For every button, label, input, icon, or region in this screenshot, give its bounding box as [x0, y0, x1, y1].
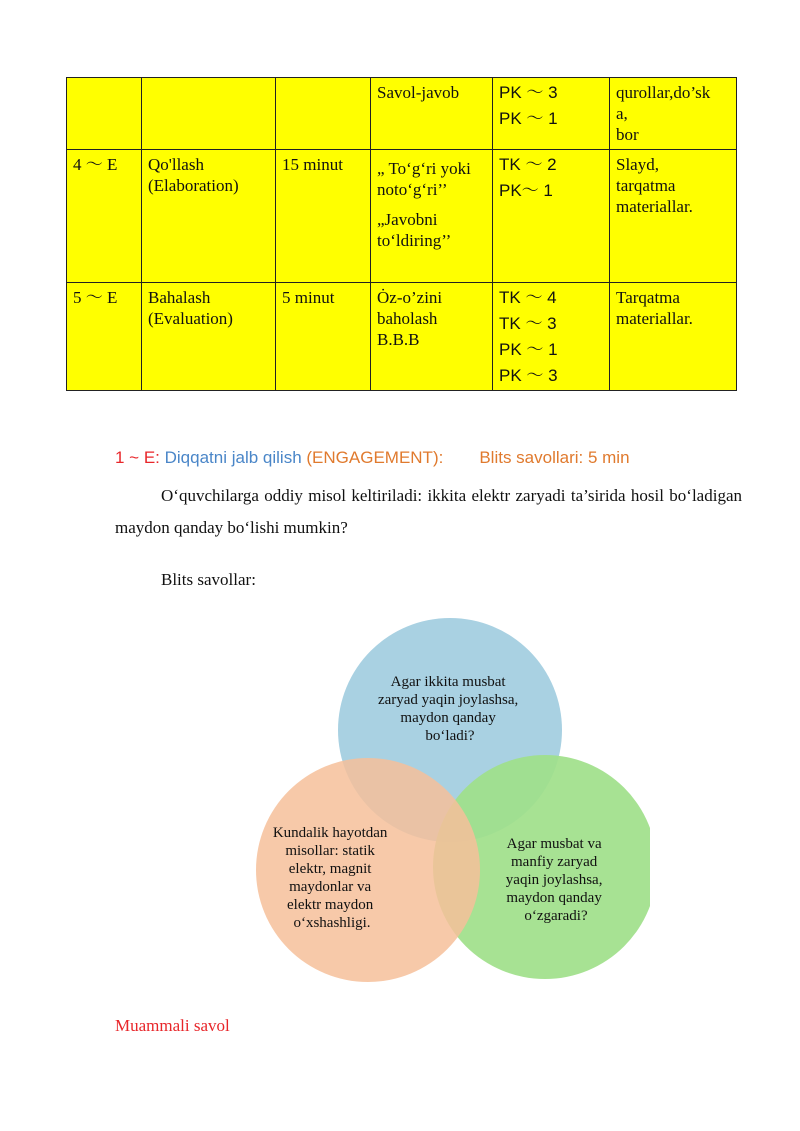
- intro-paragraph: O‘quvchilarga oddiy misol keltiriladi: ikkita elektr zaryadi ta’sirida hosil bo‘ladigan maydon qanday bo‘lishi mumkin?: [115, 486, 742, 537]
- venn-left-line: misollar: statik: [285, 843, 375, 859]
- phase-line: Qo'llash: [148, 155, 204, 174]
- phase-line: (Elaboration): [148, 176, 239, 195]
- competency-item: PK～ 1: [499, 181, 553, 200]
- phase-line: Bahalash: [148, 288, 211, 307]
- venn-diagram: [250, 615, 650, 985]
- resource-line: materiallar.: [616, 309, 693, 328]
- table-row: [67, 283, 737, 391]
- heading-stage: 1 ~ E:: [115, 448, 165, 467]
- venn-left-line: o‘xshashligi.: [293, 915, 371, 931]
- competency-item: PK ～ 3: [499, 83, 558, 102]
- method-text: „ To‘g‘ri yoki noto‘g‘ri’’: [377, 159, 471, 199]
- heading-title: Diqqatni jalb qilish: [164, 448, 302, 467]
- phase-line: (Evaluation): [148, 309, 233, 328]
- resource-line: bor: [616, 125, 639, 144]
- resource-line: qurollar,do’sk: [616, 83, 711, 102]
- competency-item: PK ～ 1: [499, 109, 558, 128]
- venn-left-line: elektr maydon: [287, 897, 374, 913]
- lesson-plan-table: [66, 77, 737, 391]
- table-cell-time: 15 minut: [276, 150, 371, 283]
- table-row: [67, 150, 737, 283]
- table-cell-method: [371, 78, 493, 150]
- venn-right-line: o‘zgaradi?: [524, 908, 588, 924]
- table-cell-competency: [493, 78, 610, 150]
- resource-line: materiallar.: [616, 197, 693, 216]
- venn-top-line: maydon qanday: [400, 710, 496, 726]
- method-line: B.B.B: [377, 330, 420, 349]
- table-row: [67, 78, 737, 150]
- problem-question-heading: Muammali savol: [115, 1016, 230, 1035]
- venn-left-line: maydonlar va: [289, 879, 372, 895]
- resource-line: Tarqatma: [616, 288, 680, 307]
- table-cell-phase: [142, 150, 276, 283]
- competency-item: TK ～ 3: [499, 314, 557, 333]
- section-heading: [115, 448, 630, 468]
- table-cell-competency: [493, 283, 610, 391]
- venn-right-line: Agar musbat va: [506, 836, 602, 852]
- resource-line: tarqatma: [616, 176, 676, 195]
- table-cell-stage: 4 ～ E: [67, 150, 142, 283]
- resource-line: Slayd,: [616, 155, 659, 174]
- blits-label: Blits savollar:: [161, 570, 256, 589]
- table-cell-phase: [142, 283, 276, 391]
- competency-item: PK ～ 1: [499, 340, 558, 359]
- venn-right-line: yaqin joylashsa,: [505, 872, 603, 888]
- table-cell-time: 5 minut: [276, 283, 371, 391]
- venn-top-line: bo‘ladi?: [425, 728, 475, 744]
- venn-left-line: Kundalik hayotdan: [272, 825, 388, 841]
- venn-top-line: Agar ikkita musbat: [390, 674, 506, 690]
- competency-item: PK ～ 3: [499, 366, 558, 385]
- table-cell-competency: [493, 150, 610, 283]
- table-cell-stage: [67, 78, 142, 150]
- competency-item: TK ～ 2: [499, 155, 557, 174]
- venn-left-line: elektr, magnit: [288, 861, 372, 877]
- venn-top-line: zaryad yaqin joylashsa,: [377, 692, 519, 708]
- method-text: Savol-javob: [377, 83, 460, 102]
- table-cell-resources: [610, 78, 737, 150]
- table-cell-time: [276, 78, 371, 150]
- heading-time: Blits savollari: 5 min: [479, 448, 630, 467]
- heading-engagement: (ENGAGEMENT):: [301, 448, 444, 467]
- venn-right-line: maydon qanday: [506, 890, 602, 906]
- table-cell-resources: [610, 150, 737, 283]
- table-cell-method: [371, 283, 493, 391]
- resource-line: a,: [616, 104, 628, 123]
- table-cell-stage: 5 ～ E: [67, 283, 142, 391]
- table-cell-method: [371, 150, 493, 283]
- method-line: baholash: [377, 309, 438, 328]
- method-text: „Javobni to‘ldiring’’: [377, 210, 452, 250]
- competency-item: TK ～ 4: [499, 288, 557, 307]
- table-cell-phase: [142, 78, 276, 150]
- table-cell-resources: [610, 283, 737, 391]
- venn-right-line: manfiy zaryad: [511, 854, 598, 870]
- method-line: Ȯz-o’zini: [377, 288, 443, 307]
